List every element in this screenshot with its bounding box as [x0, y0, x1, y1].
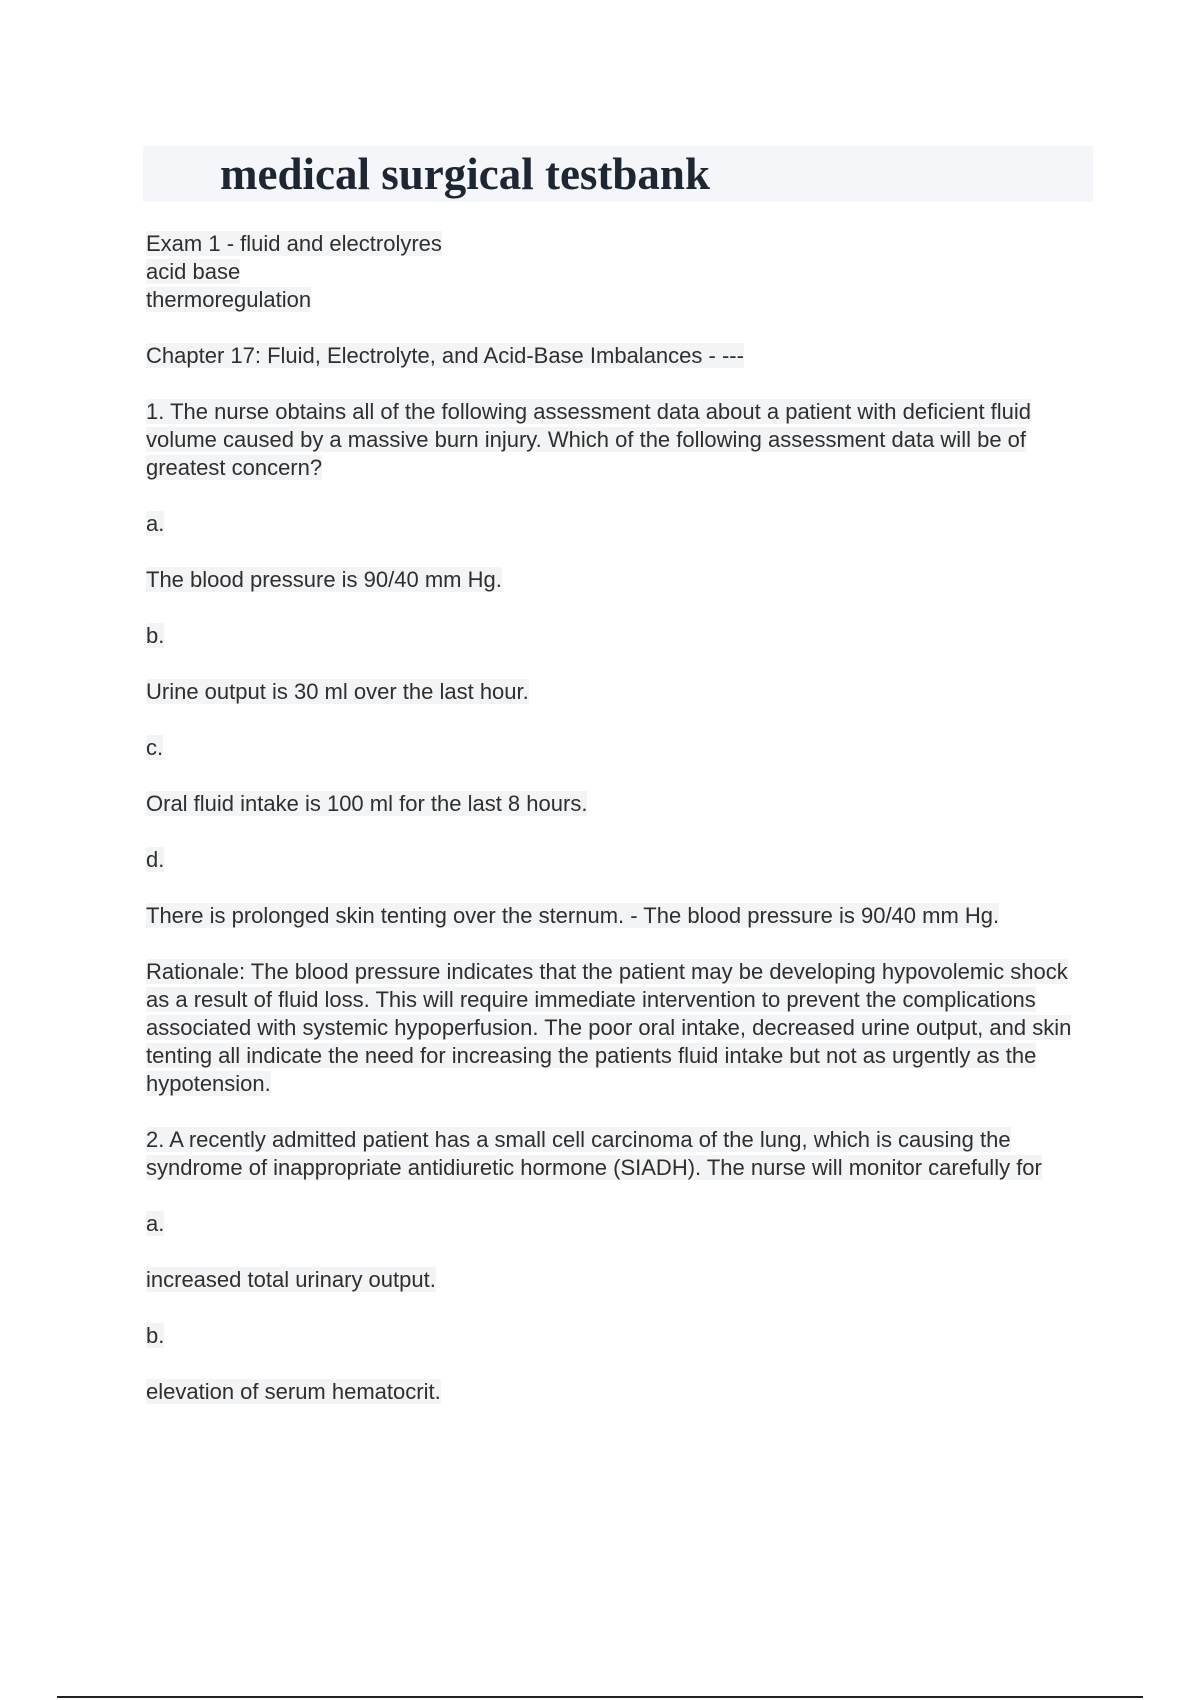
header-line: [146, 230, 1086, 258]
option-text-value: The blood pressure is 90/40 mm Hg.: [146, 567, 502, 592]
option-text: [146, 1378, 1086, 1406]
option-text: [146, 790, 1086, 818]
option-text: [146, 1266, 1086, 1294]
option-letter-text: b.: [146, 1323, 165, 1348]
header-line: [146, 258, 1086, 286]
option-text-value: Oral fluid intake is 100 ml for the last 8 hours.: [146, 791, 588, 816]
option-letter: [146, 1322, 1086, 1350]
header-line-text: Exam 1 - fluid and electrolyres: [146, 231, 442, 256]
header-line: [146, 286, 1086, 314]
option-letter-text: c.: [146, 735, 164, 760]
header-line-text: acid base: [146, 259, 241, 284]
rationale-text: Rationale: The blood pressure indicates that the patient may be developing hypovolemic shock as a result of fluid loss. This will require immediate intervention to prevent the complications associated with systemic hypoperfusion. The poor oral intake, decreased urine output, and skin tenting all indicate the need for increasing the patients fluid intake but not as urgently as the hypotension.: [146, 959, 1072, 1096]
question-stem-text: 2. A recently admitted patient has a small cell carcinoma of the lung, which is causing the syndrome of inappropriate antidiuretic hormone (SIADH). The nurse will monitor carefully for: [146, 1127, 1042, 1180]
option-text-value: There is prolonged skin tenting over the sternum. - The blood pressure is 90/40 mm Hg.: [146, 903, 1000, 928]
header-line-text: thermoregulation: [146, 287, 312, 312]
option-letter: [146, 846, 1086, 874]
option-letter: [146, 734, 1086, 762]
option-letter: [146, 622, 1086, 650]
chapter-heading: [146, 342, 1086, 370]
option-text: [146, 566, 1086, 594]
option-letter-text: a.: [146, 1211, 165, 1236]
option-letter: [146, 1210, 1086, 1238]
footer-rule: [57, 1696, 1143, 1698]
option-text: [146, 902, 1086, 930]
chapter-heading-text: Chapter 17: Fluid, Electrolyte, and Acid-Base Imbalances - ---: [146, 343, 744, 368]
title-band: [143, 146, 1093, 202]
option-letter-text: a.: [146, 511, 165, 536]
question-1-rationale: [146, 958, 1086, 1098]
option-text-value: increased total urinary output.: [146, 1267, 436, 1292]
option-letter: [146, 510, 1086, 538]
document-title: medical surgical testbank: [220, 149, 710, 199]
document-body: [146, 230, 1086, 1434]
option-text: [146, 678, 1086, 706]
question-2-stem: [146, 1126, 1086, 1182]
option-letter-text: b.: [146, 623, 165, 648]
option-text-value: elevation of serum hematocrit.: [146, 1379, 441, 1404]
exam-header: [146, 230, 1086, 314]
question-stem-text: 1. The nurse obtains all of the following assessment data about a patient with deficient fluid volume caused by a massive burn injury. Which of the following assessment data will be of greatest concern?: [146, 399, 1032, 480]
question-1-stem: [146, 398, 1086, 482]
option-letter-text: d.: [146, 847, 165, 872]
option-text-value: Urine output is 30 ml over the last hour.: [146, 679, 529, 704]
